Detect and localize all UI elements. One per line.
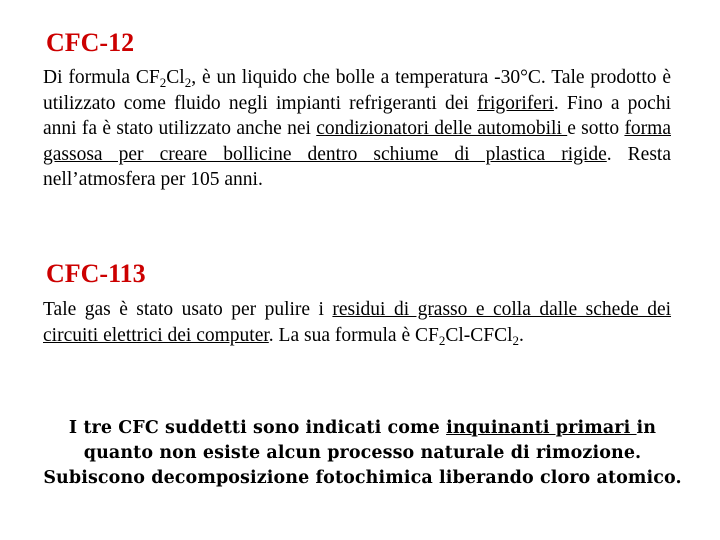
heading-cfc-113: CFC-113: [46, 259, 146, 288]
underlined-term: forma gassosa per creare bollicine dentro schiume di plastica rigide: [43, 118, 671, 165]
text-segment: e sotto: [567, 118, 625, 139]
summary-text: [40, 416, 685, 491]
text-segment: , è un liquido che bolle a temperatura -30°C. Tale prodotto è utilizzato come fluido negli impianti refrigeranti dei: [43, 67, 671, 114]
text-segment: in quanto non esiste alcun processo naturale di rimozione. Subiscono decomposizione fotochimica liberando cloro atomico.: [43, 418, 682, 488]
subscript: 2: [438, 332, 446, 348]
paragraph-cfc-113: [43, 297, 671, 348]
text-segment: Cl: [166, 67, 185, 88]
underlined-term: inquinanti primari: [446, 418, 637, 438]
heading-cfc-12: CFC-12: [46, 28, 135, 57]
subscript: 2: [512, 332, 520, 348]
text-segment: Cl-CFCl: [445, 324, 513, 346]
subscript: 2: [159, 75, 167, 90]
text-segment: . Resta nell’atmosfera per 105 anni.: [43, 143, 671, 190]
paragraph-cfc-12: [43, 65, 671, 193]
underlined-term: condizionatori delle automobili: [316, 118, 568, 139]
text-segment: I tre CFC suddetti sono indicati come: [68, 418, 447, 438]
text-segment: Tale gas è stato usato per pulire i: [43, 299, 333, 320]
underlined-term: frigoriferi: [477, 92, 554, 114]
underlined-term: residui di grasso e colla dalle schede dei circuiti elettrici dei computer: [43, 299, 672, 346]
text-segment: . Fino a pochi anni fa è stato utilizzato anche nei: [43, 92, 671, 139]
text-segment: Di formula CF: [43, 67, 160, 88]
text-segment: .: [519, 324, 524, 346]
text-segment: . La sua formula è CF: [268, 324, 439, 346]
subscript: 2: [184, 75, 192, 90]
